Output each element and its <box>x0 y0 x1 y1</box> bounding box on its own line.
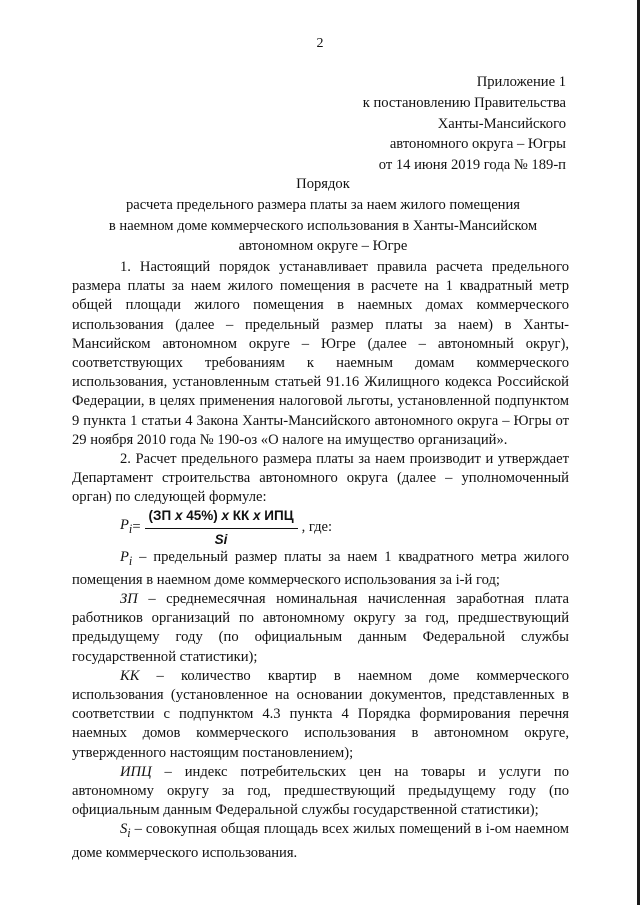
definition-kk: КК – количество квартир в наемном доме коммерческого использования (установленное на основании документов, представленных в соответствии с подпунктом 4.3 пункта 4 Порядка формирования перечня наемных домов коммерческого использования в автономном округе, утвержденного настоящим постановлением); <box>72 667 569 761</box>
definition-pi: $P_i$ – предельный размер платы за наем 1 квадратного метра жилого помещения в наемном доме коммерческого использования за i-й год; <box>72 548 569 588</box>
formula-denominator: Si <box>214 531 228 547</box>
appendix-line: Ханты-Мансийского <box>437 115 566 132</box>
title-line: расчета предельного размера платы за наем жилого помещения <box>125 196 521 213</box>
title-line: Порядок <box>296 176 350 192</box>
document-body <box>72 258 569 863</box>
formula-tail: , где: <box>301 519 333 536</box>
appendix-header <box>363 72 566 176</box>
paragraph-2: 2. Расчет предельного размера платы за наем производит и утверждает Департамент строительства автономного округа (далее – уполномоченный орган) по следующей формуле: <box>72 451 569 506</box>
formula-lhs: $P_i$ <box>120 517 133 536</box>
title-line: автономном округе – Югре <box>238 238 408 255</box>
appendix-line: Приложение 1 <box>476 74 566 90</box>
formula <box>120 508 569 548</box>
formula-numerator: (ЗП x 45%) x КК x ИПЦ <box>145 506 298 528</box>
appendix-line: к постановлению Правительства <box>362 94 566 111</box>
definition-si: $S_i$ – совокупная общая площадь всех жилых помещений в i-ом наемном доме коммерческого использования. <box>72 821 569 861</box>
formula-equals: = <box>132 519 141 536</box>
page-number: 2 <box>316 36 324 51</box>
appendix-line: от 14 июня 2019 года № 189-п <box>378 157 566 174</box>
document-title <box>60 174 586 257</box>
formula-fraction <box>145 506 298 548</box>
paragraph-1: 1. Настоящий порядок устанавливает правила расчета предельного размера платы за наем жилого помещения в расчете на 1 квадратный метр общей площади жилого помещения в наемных домах коммерческого использования (далее – предельный размер платы за наем) в Ханты-Мансийском автономном округе – Югре (далее – автономный округ), соответствующих требованиям к наемным домам коммерческого использования, установленным статьей 91.16 Жилищного кодекса Российской Федерации, в целях применения налоговой льготы, установленной подпунктом 9 пункта 1 статьи 4 Закона Ханты-Мансийского автономного округа – Югры от 29 ноября 2010 года № 190-оз «О налоге на имущество организаций». <box>72 259 569 448</box>
title-line: в наемном доме коммерческого использования в Ханты-Мансийском <box>108 217 538 234</box>
definition-ipc: ИПЦ – индекс потребительских цен на товары и услуги по автономному округу за год, предшествующий предыдущему году (по официальным данным Федеральной службы государственной статистики); <box>72 763 569 819</box>
definition-zp: ЗП – среднемесячная номинальная начисленная заработная плата работников организаций по автономному округу за год, предшествующий предыдущему году (по официальным данным Федеральной службы государственной статистики); <box>72 590 569 665</box>
appendix-line: автономного округа – Югры <box>389 136 566 153</box>
